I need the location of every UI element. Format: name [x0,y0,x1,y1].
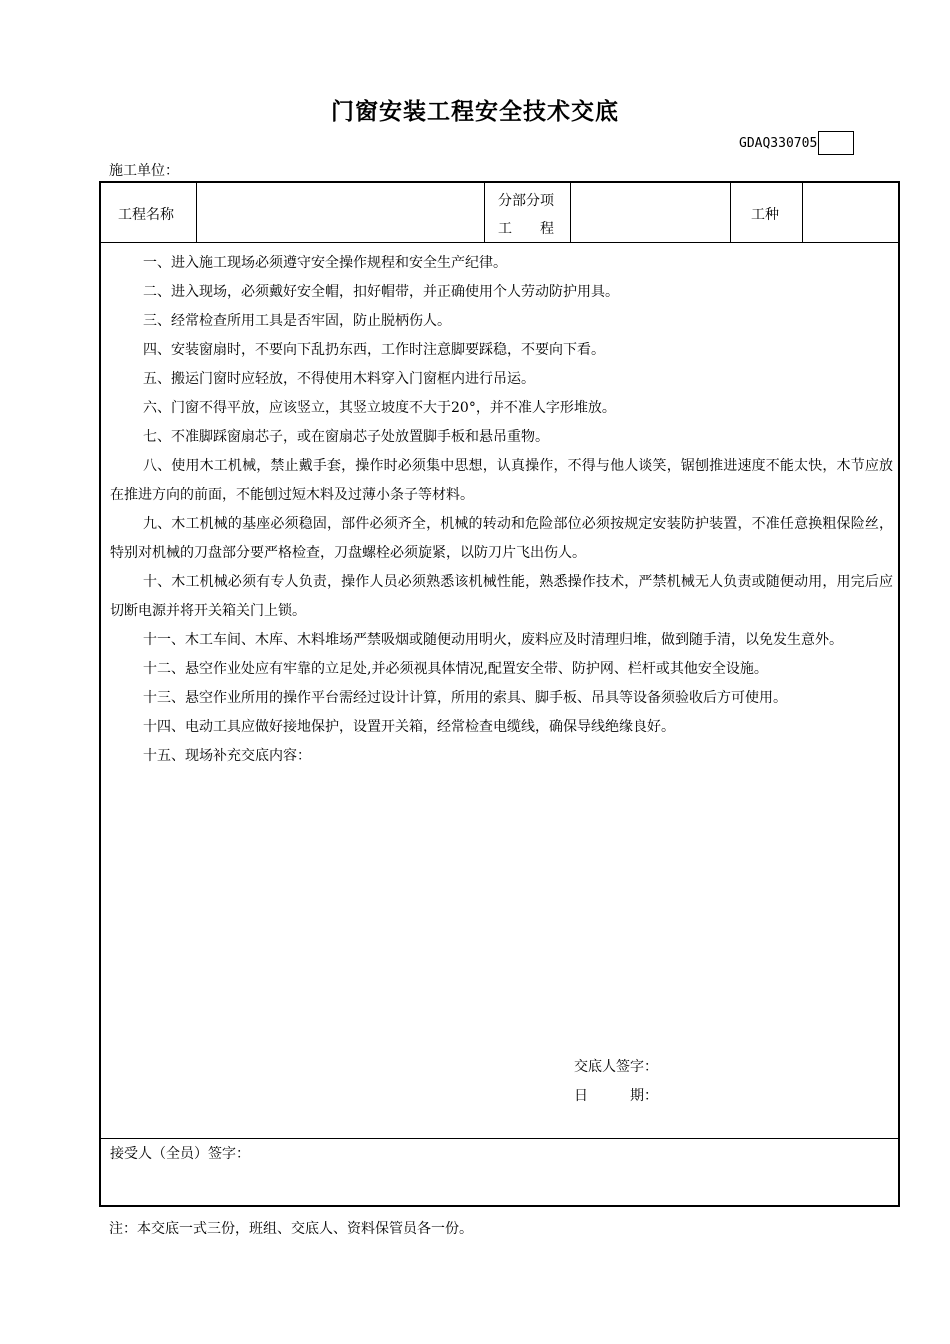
date-label: 日 期： [574,1088,658,1104]
document-code-box[interactable] [818,131,854,155]
safety-item: 一、进入施工现场必须遵守安全操作规程和安全生产纪律。 [143,255,507,271]
safety-item: 十二、悬空作业处应有牢靠的立足处,并必须视具体情况,配置安全带、防护网、栏杆或其他安全设施。 [143,661,768,677]
safety-item: 三、经常检查所用工具是否牢固，防止脱柄伤人。 [143,313,451,329]
sub-project-field[interactable] [571,183,730,242]
safety-item: 七、不准脚踩窗扇芯子，或在窗扇芯子处放置脚手板和悬吊重物。 [143,429,549,445]
safety-item: 六、门窗不得平放，应该竖立，其竖立坡度不大于20°，并不准人字形堆放。 [143,400,616,416]
document-code [739,131,854,155]
safety-item: 十、木工机械必须有专人负责，操作人员必须熟悉该机械性能，熟悉操作技术，严禁机械无人负责或随便动用，用完后应切断电源并将开关箱关门上锁。 [110,574,893,619]
safety-item: 十一、木工车间、木库、木料堆场严禁吸烟或随便动用明火，废料应及时清理归堆，做到随手清，以免发生意外。 [143,632,843,648]
divider [484,183,485,242]
disclosure-form [99,181,900,1207]
form-header-row [101,183,898,243]
receiver-signature-label: 接受人（全员）签字： [110,1146,250,1162]
safety-item: 四、安装窗扇时，不要向下乱扔东西，工作时注意脚要踩稳，不要向下看。 [143,342,605,358]
safety-item: 二、进入现场，必须戴好安全帽，扣好帽带，并正确使用个人劳动防护用具。 [143,284,619,300]
safety-item: 十四、电动工具应做好接地保护，设置开关箱，经常检查电缆线，确保导线绝缘良好。 [143,719,675,735]
document-title: 门窗安装工程安全技术交底 [331,99,619,125]
divider [730,183,731,242]
safety-item: 五、搬运门窗时应轻放，不得使用木料穿入门窗框内进行吊运。 [143,371,535,387]
document-code-text: GDAQ330705 [739,135,818,151]
safety-item: 十三、悬空作业所用的操作平台需经过设计计算，所用的索具、脚手板、吊具等设备须验收后方可使用。 [143,690,787,706]
disclosure-content [101,243,898,1139]
work-type-label: 工种 [751,207,779,223]
safety-item: 八、使用木工机械，禁止戴手套，操作时必须集中思想，认真操作，不得与他人谈笑，锯刨推进速度不能太快，木节应放在推进方向的前面，不能刨过短木料及过薄小条子等材料。 [110,458,893,503]
construction-unit-label: 施工单位： [109,163,179,179]
safety-item: 九、木工机械的基座必须稳固，部件必须齐全，机械的转动和危险部位必须按规定安装防护装置，不准任意换粗保险丝，特别对机械的刀盘部分要严格检查，刀盘螺栓必须旋紧，以防刀片飞出伤人。 [110,516,893,561]
discloser-signature-label: 交底人签字： [574,1059,658,1075]
work-type-field[interactable] [803,183,898,242]
safety-item: 十五、现场补充交底内容： [143,748,311,764]
project-name-label: 工程名称 [118,207,174,223]
footnote: 注：本交底一式三份，班组、交底人、资料保管员各一份。 [109,1221,473,1237]
sub-project-label-line1: 分部分项 [498,193,554,209]
safety-items-list [110,249,893,771]
sub-project-label-line2: 工 程 [498,221,554,237]
